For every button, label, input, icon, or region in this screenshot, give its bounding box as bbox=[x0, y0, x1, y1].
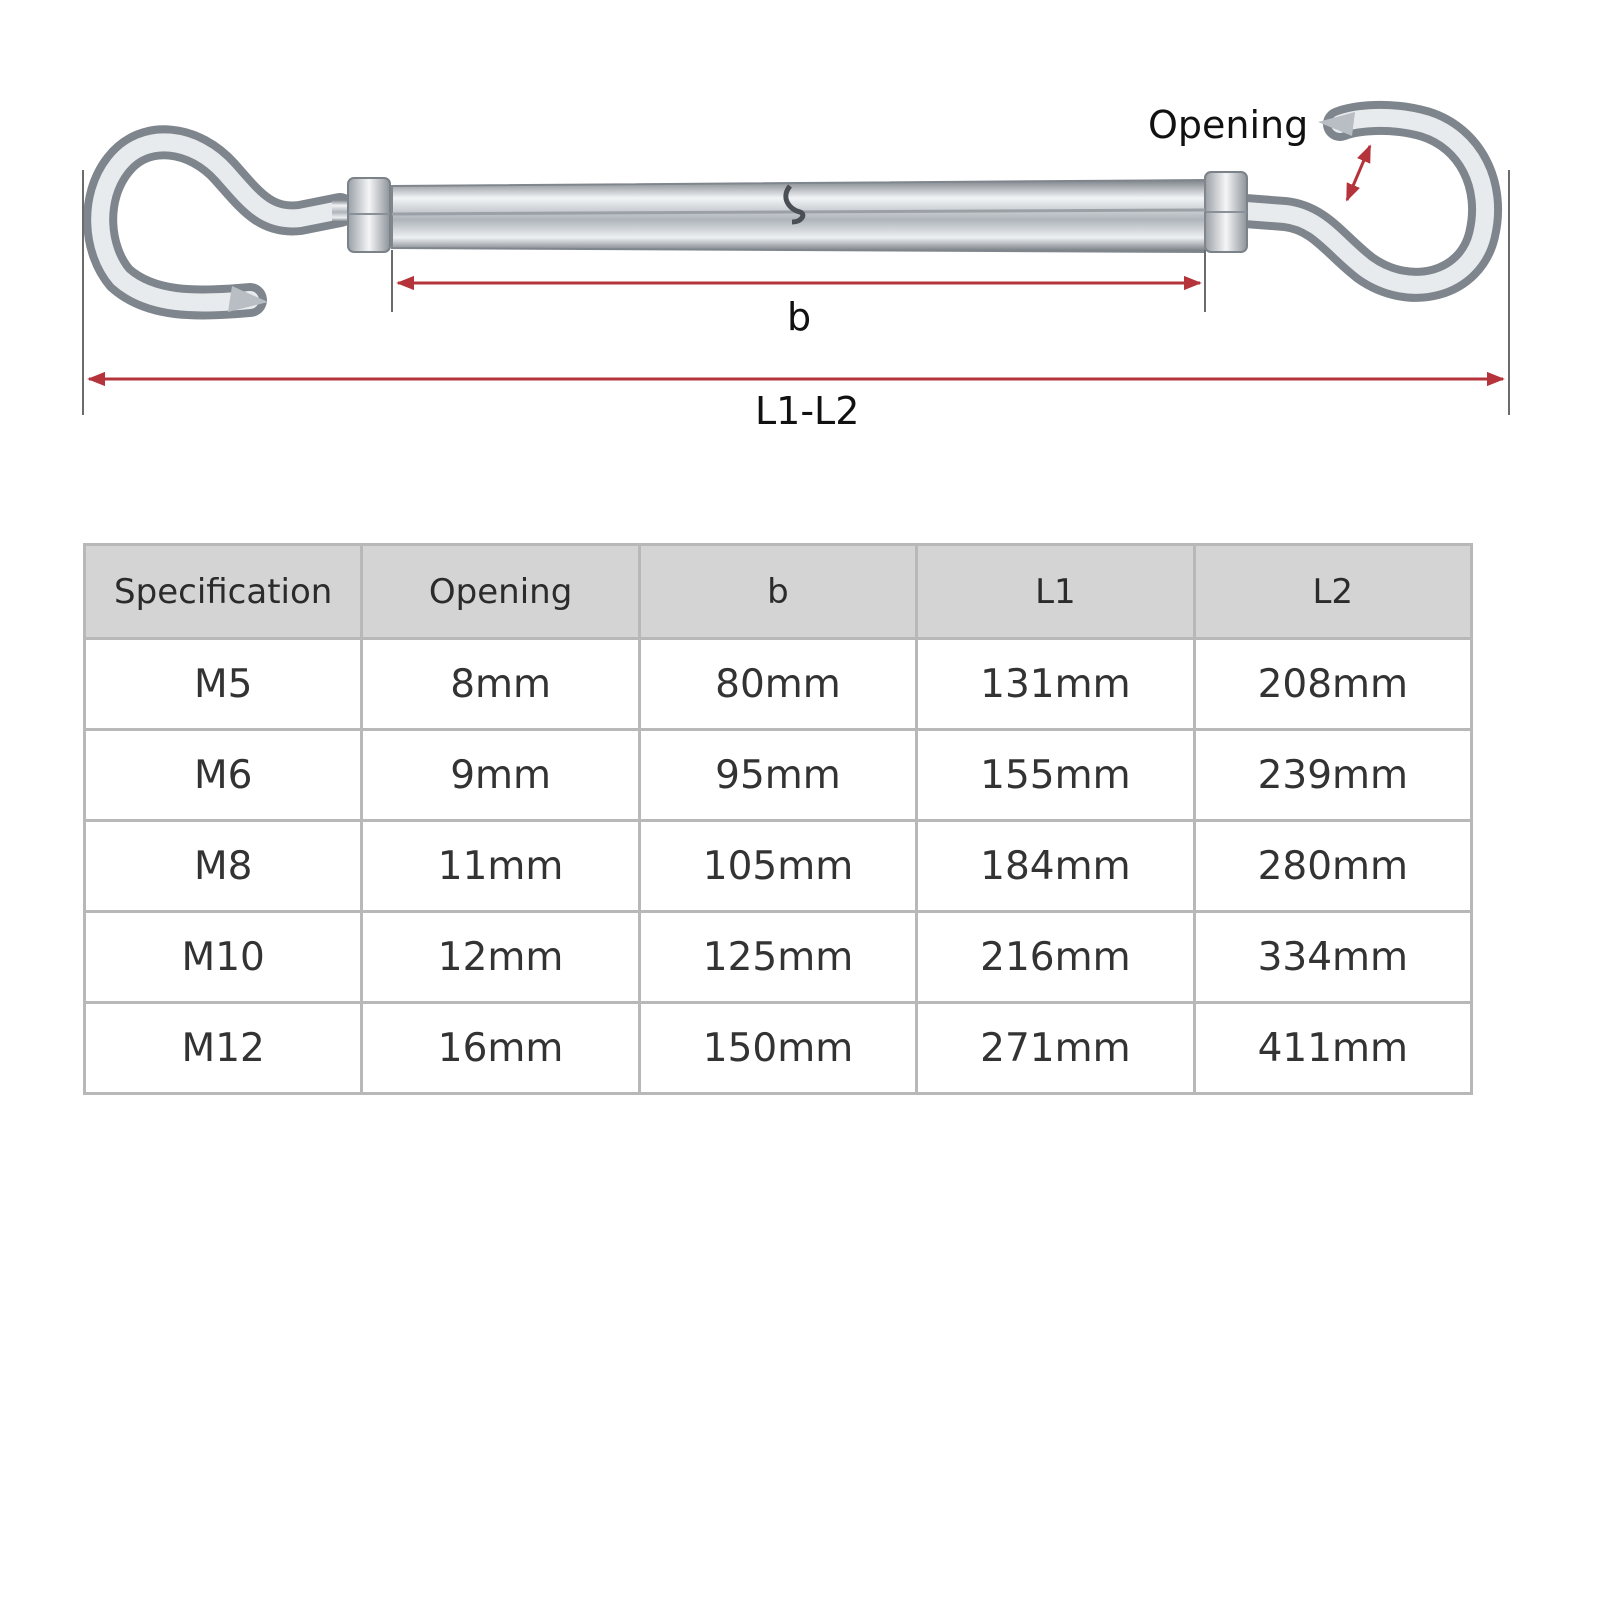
header-specification: Specification bbox=[85, 545, 362, 639]
cell-b: 125mm bbox=[639, 912, 916, 1003]
table-row bbox=[85, 912, 1472, 1003]
header-l2: L2 bbox=[1194, 545, 1471, 639]
cell-l1: 155mm bbox=[917, 730, 1194, 821]
turnbuckle-body bbox=[392, 180, 1205, 252]
cell-l2: 334mm bbox=[1194, 912, 1471, 1003]
cell-l2: 411mm bbox=[1194, 1003, 1471, 1094]
cell-opening: 9mm bbox=[362, 730, 639, 821]
cell-b: 105mm bbox=[639, 821, 916, 912]
cell-l1: 131mm bbox=[917, 639, 1194, 730]
cell-l1: 184mm bbox=[917, 821, 1194, 912]
cell-b: 80mm bbox=[639, 639, 916, 730]
cell-opening: 11mm bbox=[362, 821, 639, 912]
cell-specification: M5 bbox=[85, 639, 362, 730]
cell-l1: 271mm bbox=[917, 1003, 1194, 1094]
cell-specification: M8 bbox=[85, 821, 362, 912]
cell-l2: 239mm bbox=[1194, 730, 1471, 821]
cell-specification: M6 bbox=[85, 730, 362, 821]
opening-label: Opening bbox=[1148, 103, 1309, 147]
cell-opening: 8mm bbox=[362, 639, 639, 730]
cell-l1: 216mm bbox=[917, 912, 1194, 1003]
cell-b: 95mm bbox=[639, 730, 916, 821]
opening-arrow bbox=[1347, 146, 1370, 200]
header-b: b bbox=[639, 545, 916, 639]
header-l1: L1 bbox=[917, 545, 1194, 639]
cell-specification: M10 bbox=[85, 912, 362, 1003]
header-opening: Opening bbox=[362, 545, 639, 639]
table-header-row bbox=[85, 545, 1472, 639]
table-row bbox=[85, 639, 1472, 730]
left-hook bbox=[100, 142, 340, 312]
cell-specification: M12 bbox=[85, 1003, 362, 1094]
specification-table bbox=[83, 543, 1473, 1095]
table-row bbox=[85, 821, 1472, 912]
cell-opening: 16mm bbox=[362, 1003, 639, 1094]
cell-opening: 12mm bbox=[362, 912, 639, 1003]
table-row bbox=[85, 730, 1472, 821]
length-dimension-label: L1-L2 bbox=[755, 389, 860, 433]
cell-b: 150mm bbox=[639, 1003, 916, 1094]
table-row bbox=[85, 1003, 1472, 1094]
cell-l2: 280mm bbox=[1194, 821, 1471, 912]
cell-l2: 208mm bbox=[1194, 639, 1471, 730]
b-dimension-label: b bbox=[787, 295, 812, 339]
